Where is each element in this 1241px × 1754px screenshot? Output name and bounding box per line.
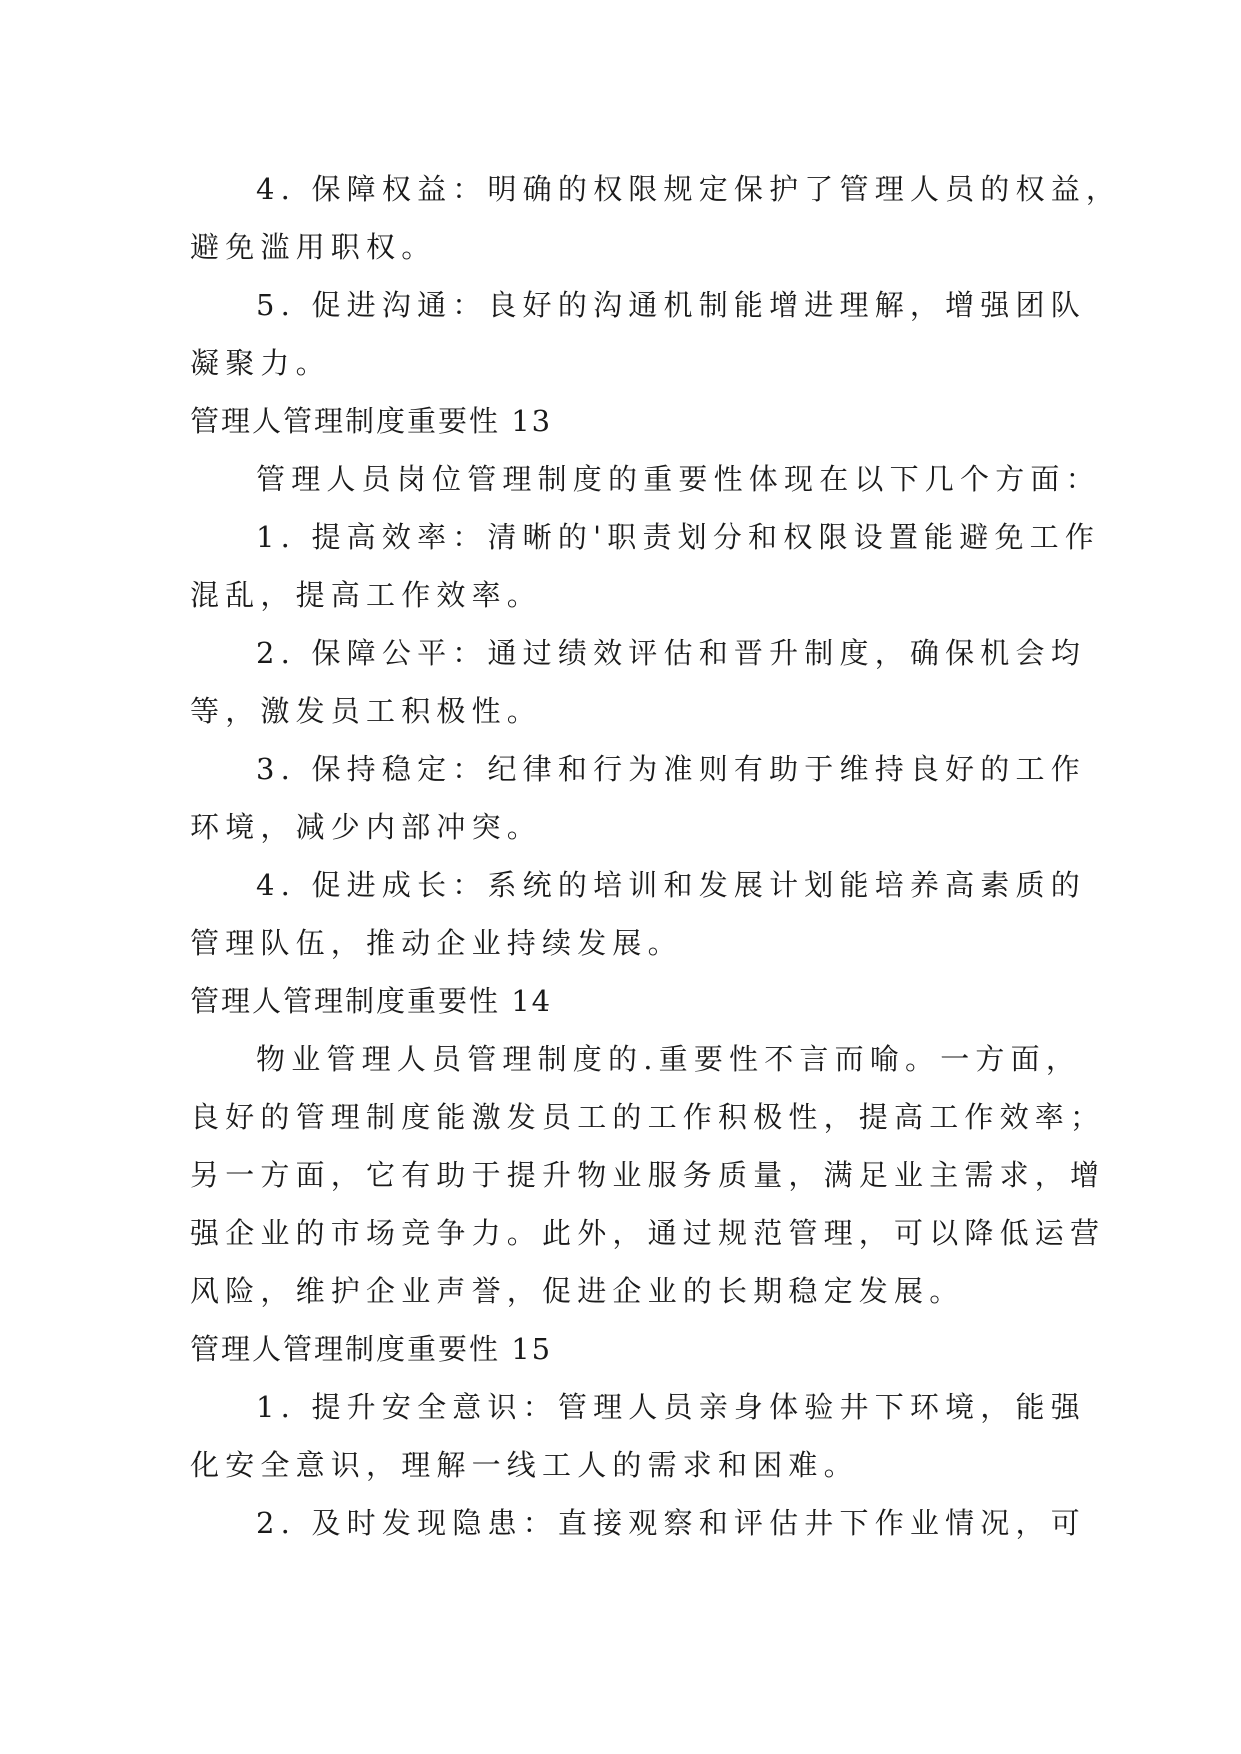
text-line: 良好的管理制度能激发员工的工作积极性，提高工作效率； (190, 1100, 1106, 1134)
text-line: 4. 促进成长：系统的培训和发展计划能培养高素质的 (256, 868, 1086, 902)
text-line: 1. 提升安全意识：管理人员亲身体验井下环境，能强 (256, 1390, 1086, 1424)
text-line: 5. 促进沟通：良好的沟通机制能增进理解，增强团队 (256, 288, 1086, 322)
text-line: 物业管理人员管理制度的.重要性不言而喻。一方面， (256, 1042, 1082, 1076)
text-line: 等，激发员工积极性。 (190, 694, 543, 728)
text-line: 化安全意识，理解一线工人的需求和困难。 (190, 1448, 859, 1482)
text-line: 混乱，提高工作效率。 (190, 578, 543, 612)
text-line: 另一方面，它有助于提升物业服务质量，满足业主需求，增 (190, 1158, 1106, 1192)
text-line: 管理人员岗位管理制度的重要性体现在以下几个方面： (256, 462, 1101, 496)
document-body (190, 160, 1122, 1552)
text-line: 2. 及时发现隐患：直接观察和评估井下作业情况，可 (256, 1506, 1086, 1540)
section-heading: 管理人管理制度重要性 15 (190, 1332, 553, 1366)
text-line: 避免滥用职权。 (190, 230, 437, 264)
text-line: 管理队伍，推动企业持续发展。 (190, 926, 683, 960)
text-line: 凝聚力。 (190, 346, 331, 380)
text-line: 强企业的市场竞争力。此外，通过规范管理，可以降低运营 (190, 1216, 1106, 1250)
text-line: 环境，减少内部冲突。 (190, 810, 543, 844)
text-line: 1. 提高效率：清晰的'职责划分和权限设置能避免工作 (256, 520, 1101, 554)
text-line: 2. 保障公平：通过绩效评估和晋升制度，确保机会均 (256, 636, 1086, 670)
section-heading: 管理人管理制度重要性 14 (190, 984, 553, 1018)
text-line: 风险，维护企业声誉，促进企业的长期稳定发展。 (190, 1274, 965, 1308)
section-heading: 管理人管理制度重要性 13 (190, 404, 553, 438)
text-line: 4. 保障权益：明确的权限规定保护了管理人员的权益， (256, 172, 1122, 206)
text-line: 3. 保持稳定：纪律和行为准则有助于维持良好的工作 (256, 752, 1086, 786)
